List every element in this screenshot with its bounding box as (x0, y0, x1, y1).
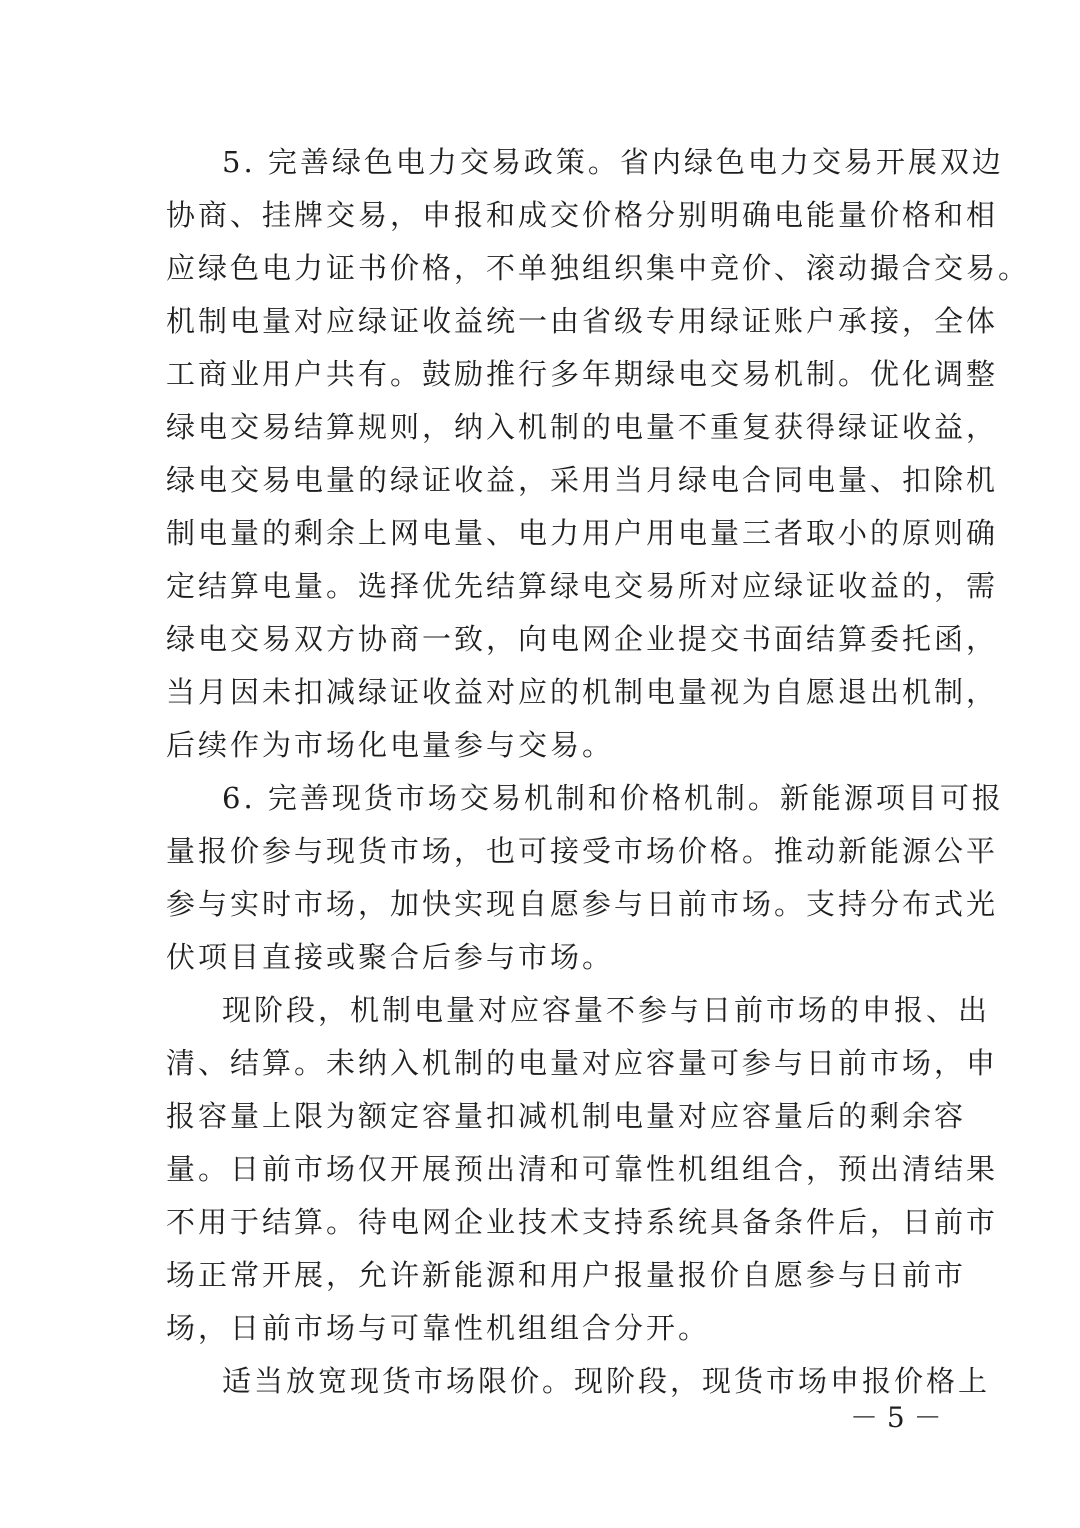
text-line: 5. 完善绿色电力交易政策。省内绿色电力交易开展双边 (222, 145, 1004, 179)
text-line: 绿电交易电量的绿证收益，采用当月绿电合同电量、扣除机 (166, 463, 999, 497)
text-line: 应绿色电力证书价格，不单独组织集中竞价、滚动撮合交易。 (166, 251, 1031, 285)
text-line: 现阶段，机制电量对应容量不参与日前市场的申报、出 (222, 993, 991, 1027)
text-line: 后续作为市场化电量参与交易。 (166, 728, 615, 762)
text-line: 不用于结算。待电网企业技术支持系统具备条件后，日前市 (166, 1205, 999, 1239)
text-line: 工商业用户共有。鼓励推行多年期绿电交易机制。优化调整 (166, 357, 999, 391)
text-line: 机制电量对应绿证收益统一由省级专用绿证账户承接，全体 (166, 304, 999, 338)
text-line: 绿电交易双方协商一致，向电网企业提交书面结算委托函， (166, 622, 999, 656)
text-line: 量报价参与现货市场，也可接受市场价格。推动新能源公平 (166, 834, 999, 868)
text-line: 量。日前市场仅开展预出清和可靠性机组组合，预出清结果 (166, 1152, 999, 1186)
text-line: 定结算电量。选择优先结算绿电交易所对应绿证收益的，需 (166, 569, 999, 603)
text-line: 当月因未扣减绿证收益对应的机制电量视为自愿退出机制， (166, 675, 999, 709)
text-line: 适当放宽现货市场限价。现阶段，现货市场申报价格上 (222, 1364, 991, 1398)
page-number: － 5 － (850, 1401, 942, 1434)
text-line: 制电量的剩余上网电量、电力用户用电量三者取小的原则确 (166, 516, 999, 550)
text-line: 报容量上限为额定容量扣减机制电量对应容量后的剩余容 (166, 1099, 967, 1133)
text-line: 伏项目直接或聚合后参与市场。 (166, 940, 615, 974)
text-line: 场，日前市场与可靠性机组组合分开。 (166, 1311, 711, 1345)
text-line: 场正常开展，允许新能源和用户报量报价自愿参与日前市 (166, 1258, 967, 1292)
text-line: 协商、挂牌交易，申报和成交价格分别明确电能量价格和相 (166, 198, 999, 232)
text-line: 6. 完善现货市场交易机制和价格机制。新能源项目可报 (222, 781, 1004, 815)
text-line: 参与实时市场，加快实现自愿参与日前市场。支持分布式光 (166, 887, 999, 921)
text-line: 绿电交易结算规则，纳入机制的电量不重复获得绿证收益， (166, 410, 999, 444)
text-line: 清、结算。未纳入机制的电量对应容量可参与日前市场，申 (166, 1046, 999, 1080)
